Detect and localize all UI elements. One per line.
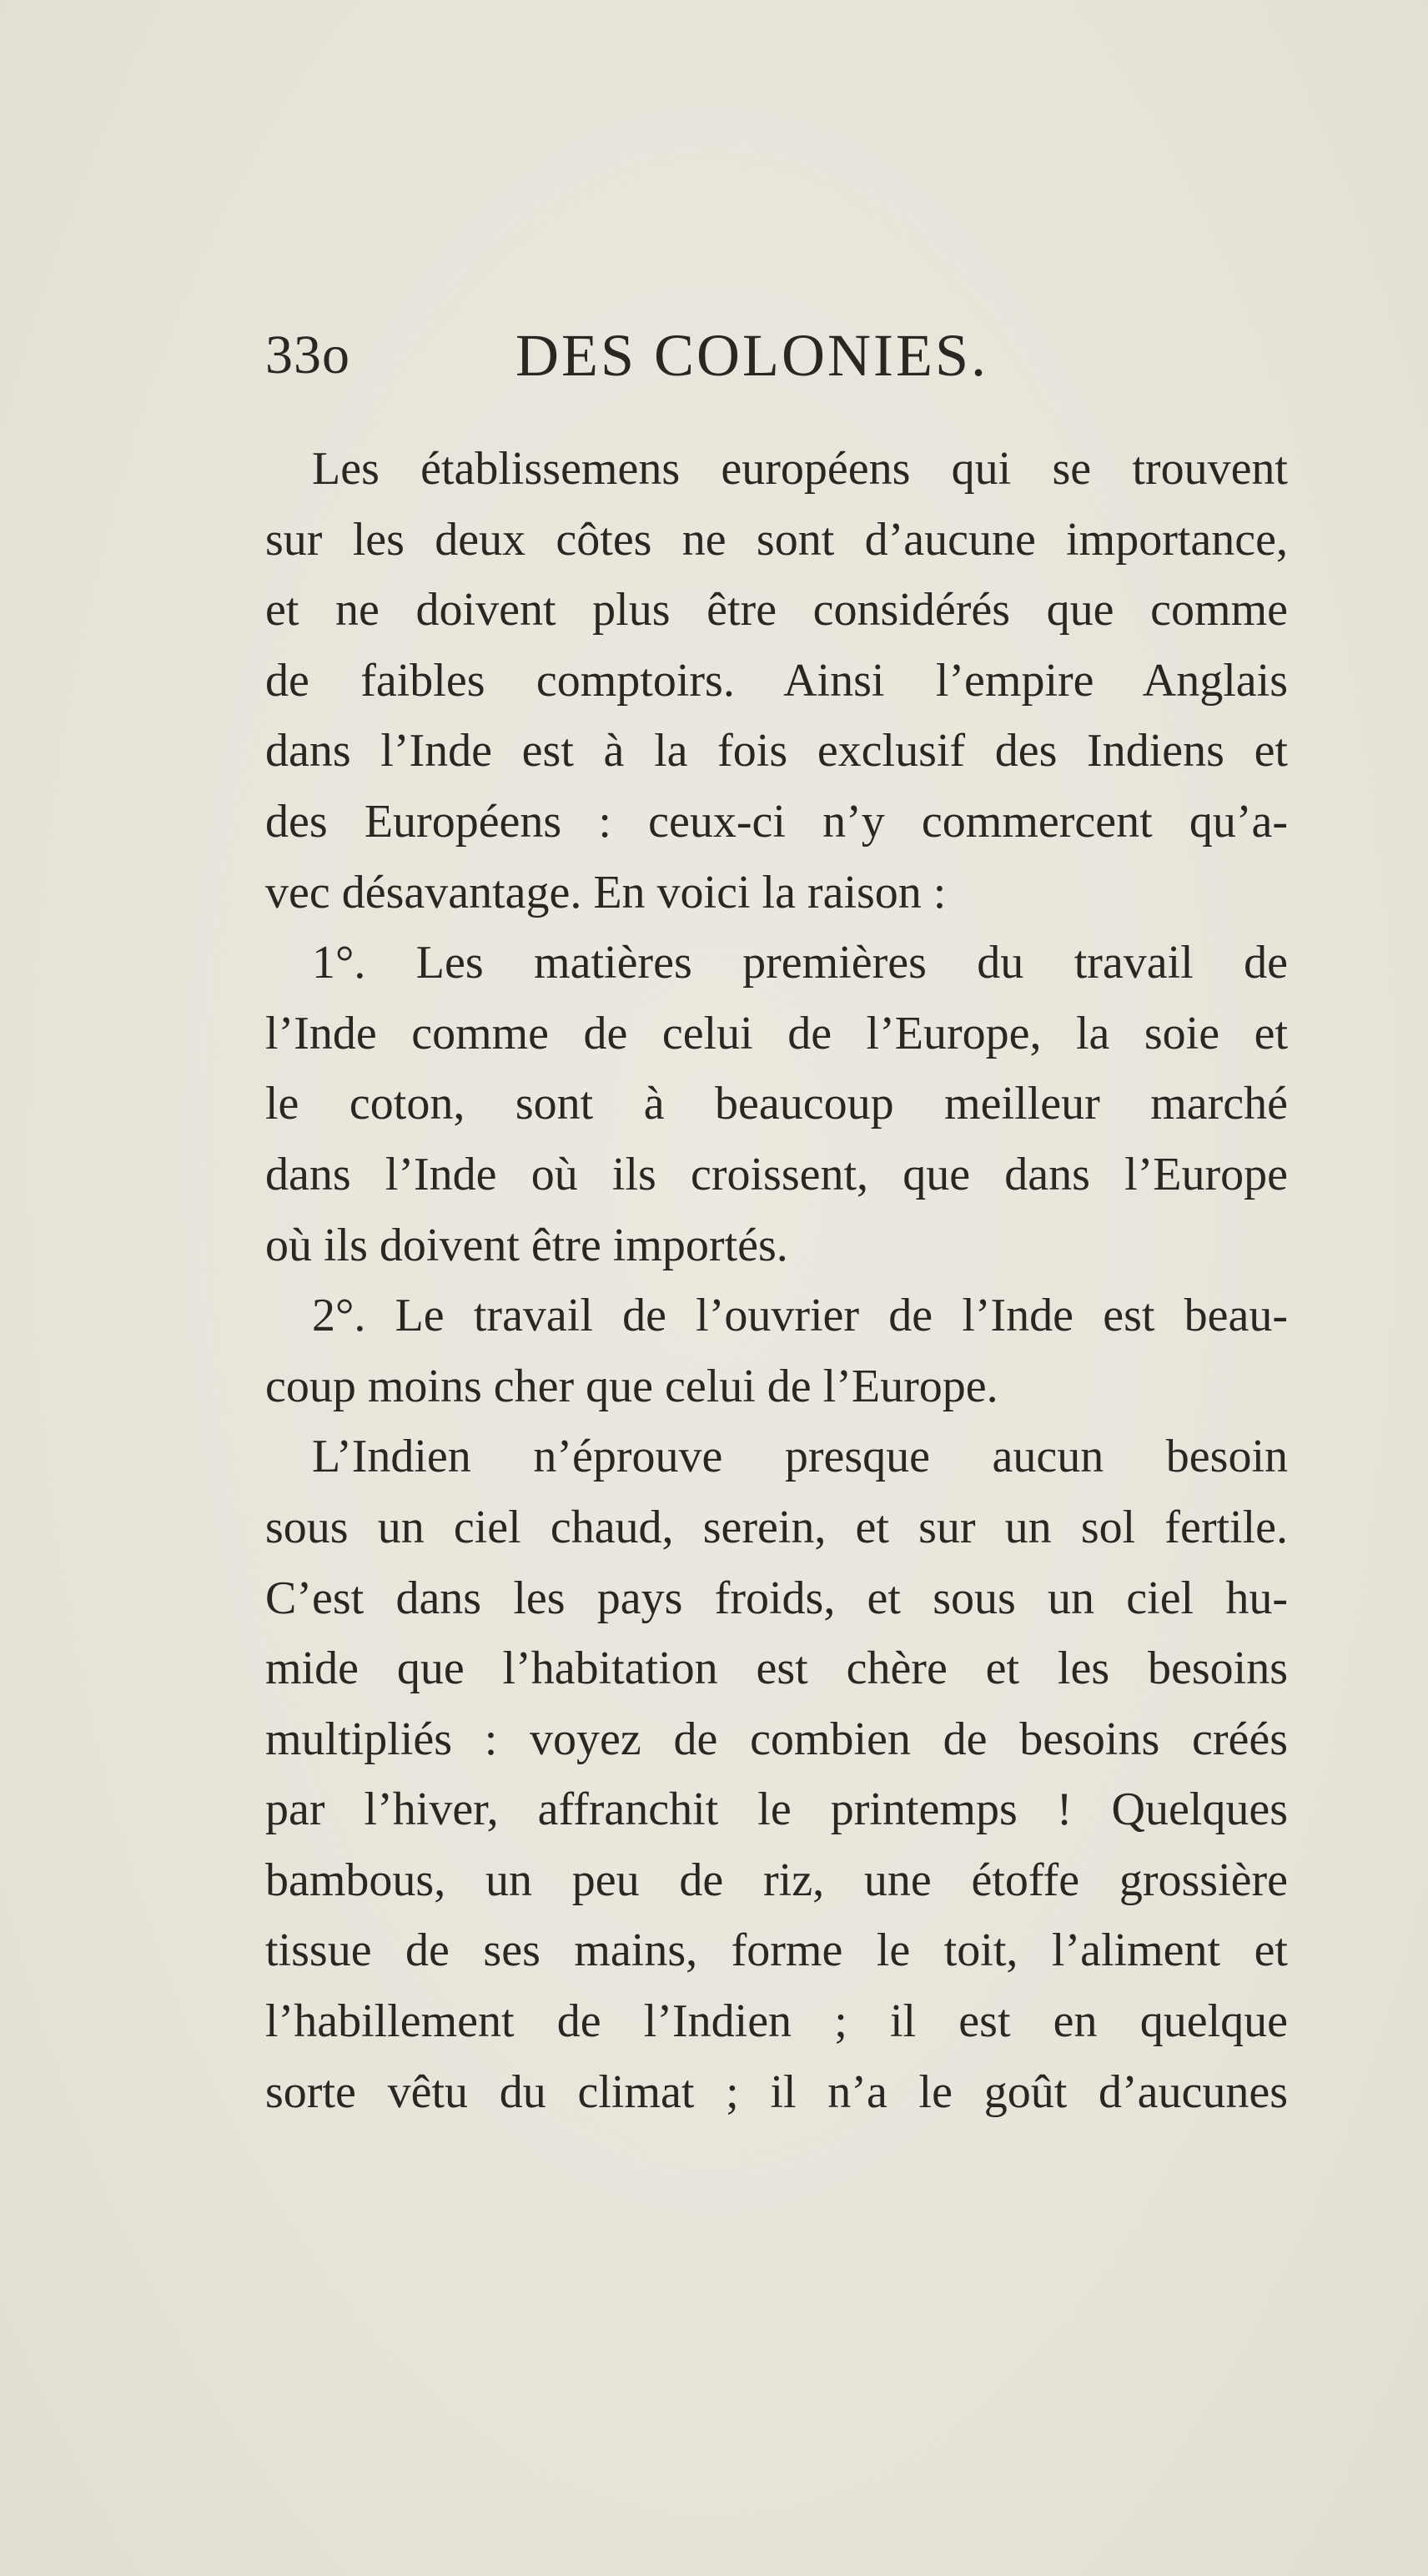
text-line: L’Indien n’éprouve presque aucun besoin [312, 1431, 1288, 1483]
running-title: DES COLONIES. [515, 322, 989, 389]
text-line: 2°. Le travail de l’ouvrier de l’Inde est beau- [312, 1290, 1288, 1342]
text-line: tissue de ses mains, forme le toit, l’aliment et [265, 1924, 1288, 1977]
text-line: et ne doivent plus être considérés que comme [265, 584, 1288, 636]
text-line: l’habillement de l’Indien ; il est en quelque [265, 1995, 1288, 2048]
text-line: sorte vêtu du climat ; il n’a le goût d’aucunes [265, 2065, 1288, 2118]
text-line: mide que l’habitation est chère et les besoins [265, 1643, 1288, 1695]
page-header [265, 314, 1283, 397]
body-text [265, 434, 1288, 2127]
page-number: 33o [265, 325, 350, 385]
text-line: sur les deux côtes ne sont d’aucune importance, [265, 513, 1288, 566]
text-line: l’Inde comme de celui de l’Europe, la soie et [265, 1007, 1288, 1059]
text-line: par l’hiver, affranchit le printemps ! Quelques [265, 1784, 1288, 1836]
text-line: dans l’Inde est à la fois exclusif des Indiens et [265, 725, 1288, 777]
text-line: multipliés : voyez de combien de besoins créés [265, 1713, 1288, 1765]
text-line: bambous, un peu de riz, une étoffe grossière [265, 1854, 1288, 1906]
text-line: C’est dans les pays froids, et sous un ciel hu- [265, 1572, 1288, 1624]
text-line: le coton, sont à beaucoup meilleur marché [265, 1078, 1288, 1130]
text-line: coup moins cher que celui de l’Europe. [265, 1360, 998, 1412]
text-line: dans l’Inde où ils croissent, que dans l’Europe [265, 1148, 1288, 1200]
text-line: de faibles comptoirs. Ainsi l’empire Anglais [265, 654, 1288, 707]
text-line: Les établissemens européens qui se trouvent [312, 443, 1288, 495]
text-line: vec désavantage. En voici la raison : [265, 866, 947, 918]
text-line: sous un ciel chaud, serein, et sur un sol fertile. [265, 1501, 1288, 1553]
text-line: 1°. Les matières premières du travail de [312, 937, 1288, 989]
text-line: des Européens : ceux-ci n’y commercent qu’a- [265, 795, 1288, 848]
text-line: où ils doivent être importés. [265, 1219, 788, 1271]
